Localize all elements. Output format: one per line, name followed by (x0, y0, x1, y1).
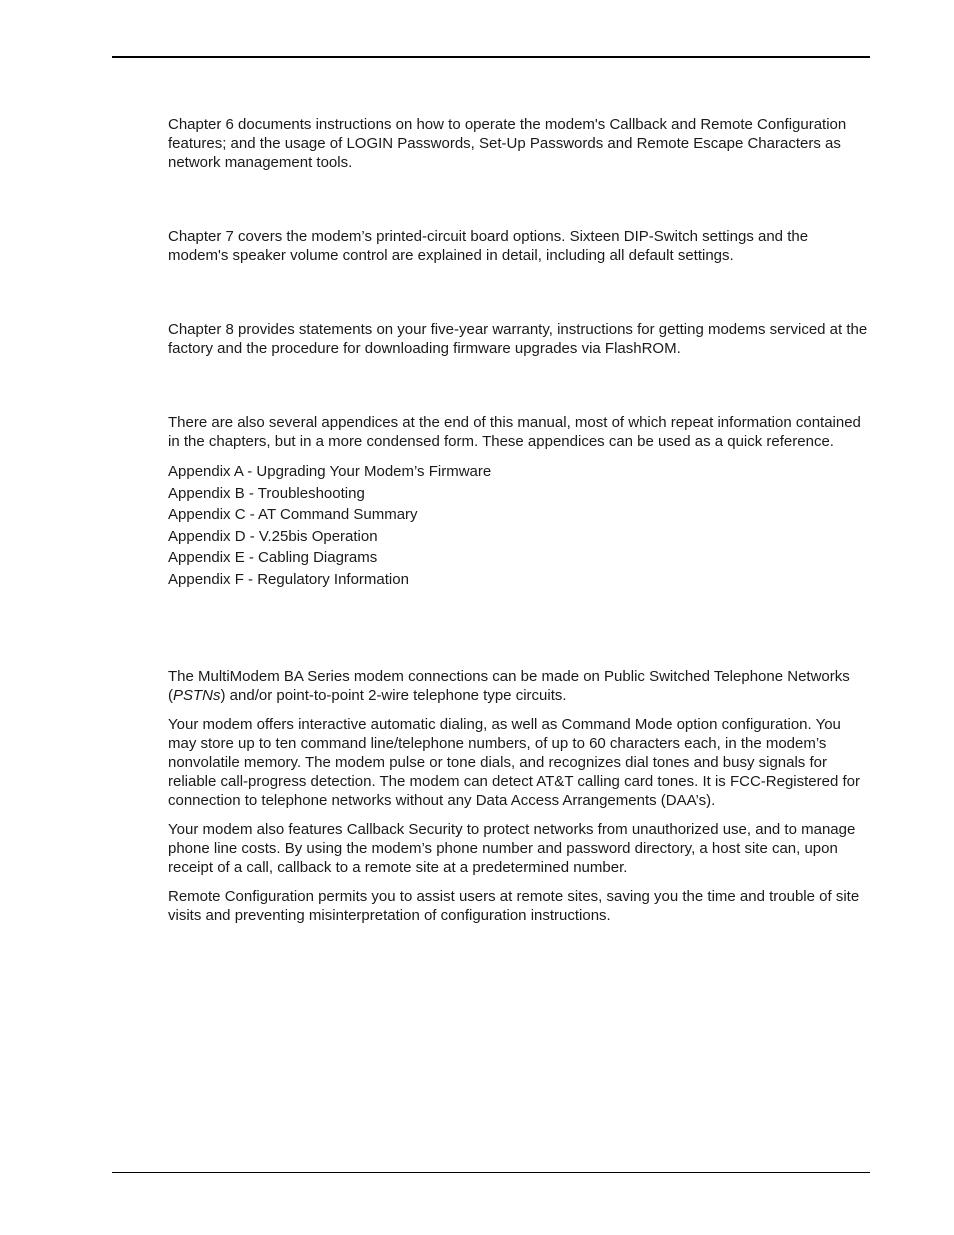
paragraph-dialing: Your modem offers interactive automatic dialing, as well as Command Mode option configuration. You may store up to ten command line/telephone numbers, of up to 60 characters each, in the modem’s nonvolatile memory. The modem pulse or tone dials, and recognizes dial tones and busy signals for reliable call-progress detection. The modem can detect AT&T calling card tones. It is FCC-Registered for connection to telephone networks without any Data Access Arrangements (DAA’s). (168, 716, 860, 809)
appendix-list (168, 461, 870, 590)
pstns-term: PSTNs (173, 687, 221, 704)
paragraph-chapter-8: Chapter 8 provides statements on your five-year warranty, instructions for getting modems serviced at the factory and the procedure for downloading firmware upgrades via FlashROM. (168, 321, 868, 357)
list-item: Appendix C - AT Command Summary (168, 506, 418, 523)
text-segment: ) and/or point-to-point 2-wire telephone type circuits. (220, 687, 567, 704)
paragraph-callback-security: Your modem also features Callback Security to protect networks from unauthorized use, and to manage phone line costs. By using the modem’s phone number and password directory, a host site can, upon receipt of a call, callback to a remote site at a predetermined number. (168, 821, 856, 876)
list-item: Appendix A - Upgrading Your Modem’s Firmware (168, 463, 492, 480)
page-body (168, 115, 870, 925)
text-segment: The MultiModem BA Series modem connections can be made on Public Switched Telephone Networks ( (168, 668, 850, 704)
list-item: Appendix D - V.25bis Operation (168, 527, 378, 545)
paragraph-connections (168, 667, 870, 705)
list-item: Appendix E - Cabling Diagrams (168, 549, 378, 566)
paragraph-chapter-6: Chapter 6 documents instructions on how to operate the modem's Callback and Remote Configuration features; and the usage of LOGIN Passwords, Set-Up Passwords and Remote Escape Characters as network management tools. (168, 116, 847, 171)
footer-rule (112, 1172, 870, 1173)
paragraph-chapter-7: Chapter 7 covers the modem’s printed-circuit board options. Sixteen DIP-Switch settings and the modem's speaker volume control are explained in detail, including all default settings. (168, 228, 809, 264)
list-item: Appendix F - Regulatory Information (168, 570, 409, 588)
paragraph-remote-configuration: Remote Configuration permits you to assist users at remote sites, saving you the time and trouble of site visits and preventing misinterpretation of configuration instructions. (168, 888, 860, 924)
list-item: Appendix B - Troubleshooting (168, 484, 365, 502)
header-rule (112, 56, 870, 58)
paragraph-appendices-intro: There are also several appendices at the end of this manual, most of which repeat information contained in the chapters, but in a more condensed form. These appendices can be used as a quick reference. (168, 414, 861, 450)
